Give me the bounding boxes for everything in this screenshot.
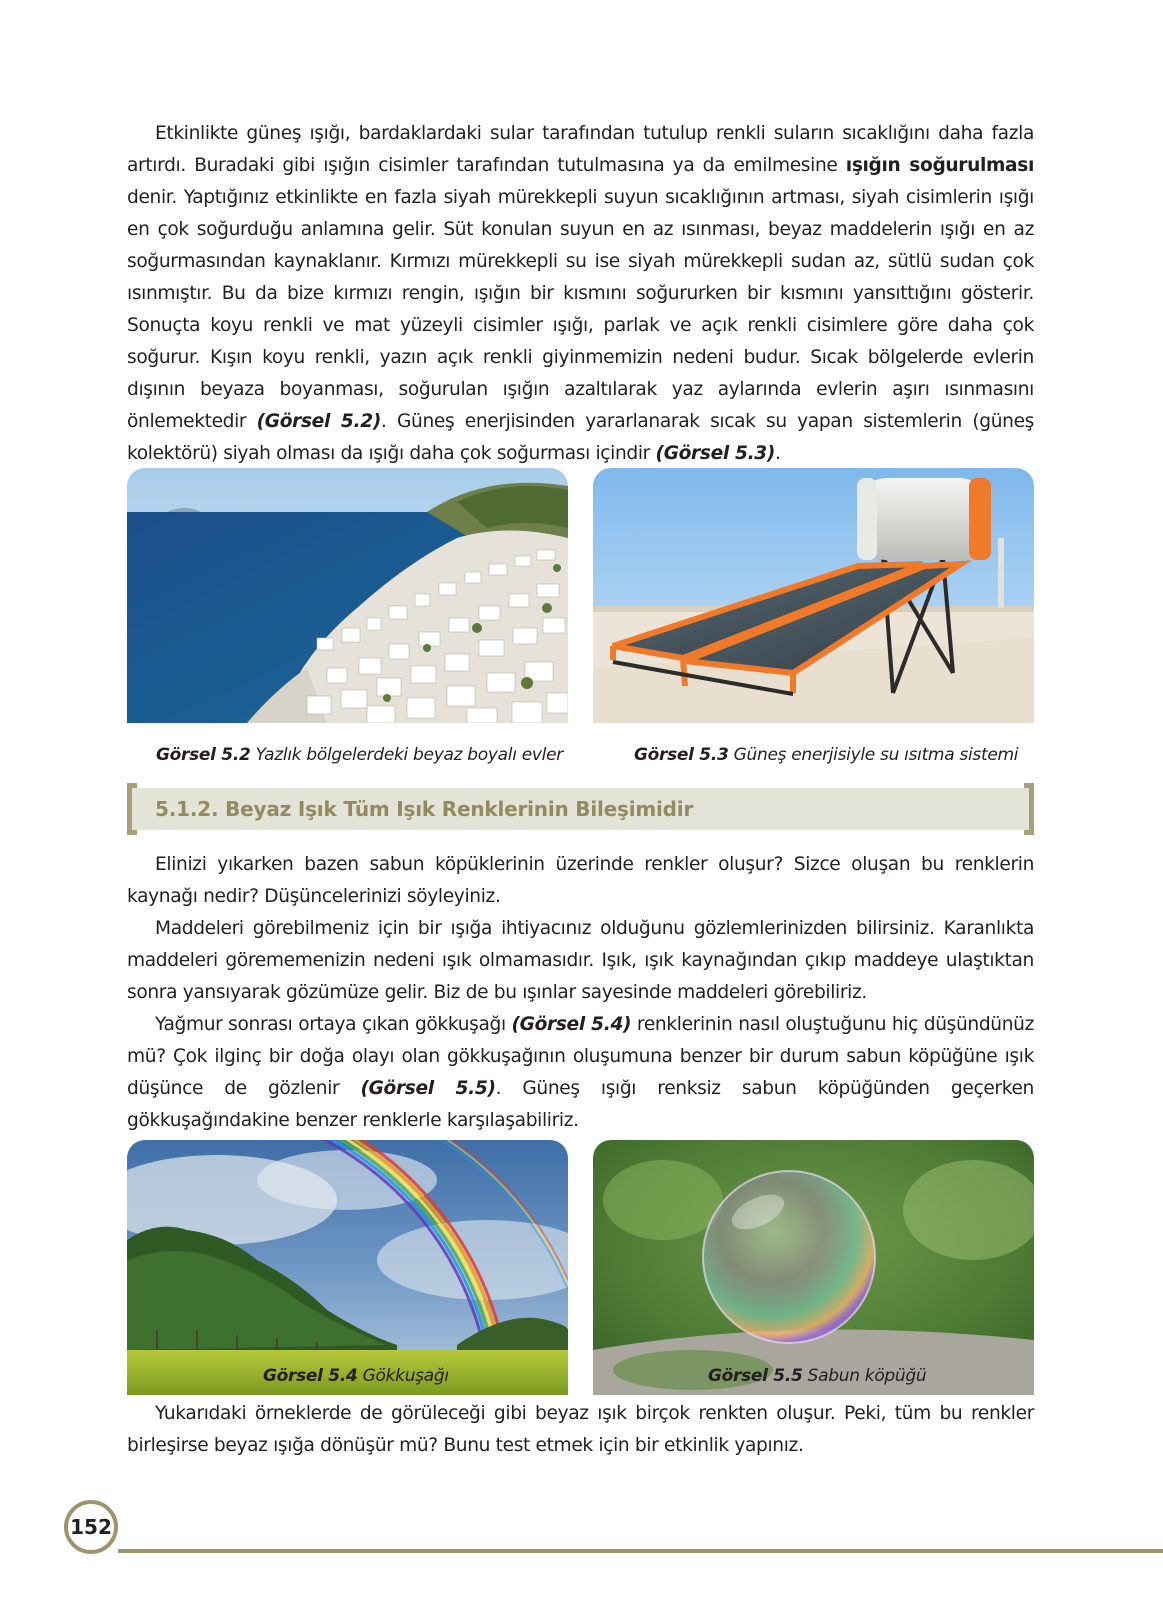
caption-label: Görsel 5.2 (156, 745, 251, 765)
photo-rainbow (127, 1140, 568, 1395)
paragraph-soap-bubble-question: Elinizi yıkarken bazen sabun köpüklerinin üzerinde renkler oluşur? Sizce oluşan bu renklerin kaynağı nedir? Düşüncelerinizi söyleyiniz. (127, 854, 1034, 907)
paragraph-1-text-c: . Güneş enerjisinden yararlanarak sıcak su yapan sistemlerin (güneş kolektörü) siyah olması da ışığı daha çok soğurması içindir (127, 411, 1035, 464)
caption-figure-5-2 (156, 744, 563, 766)
paragraph-white-light (127, 1398, 1034, 1462)
caption-label: Görsel 5.5 (708, 1366, 803, 1386)
photo-soap-bubble (593, 1140, 1034, 1395)
figure-reference-5-4: (Görsel 5.4) (511, 1014, 632, 1035)
section-body (127, 849, 1034, 1137)
caption-figure-5-4 (263, 1365, 449, 1387)
caption-figure-5-3 (634, 744, 1018, 766)
section-title: 5.1.2. Beyaz Işık Tüm Işık Renklerinin Bileşimidir (155, 797, 694, 821)
paragraph-absorption (127, 118, 1034, 470)
paragraph-rainbow (127, 1009, 1034, 1137)
figure-reference-5-2: (Görsel 5.2) (256, 411, 381, 432)
key-term-absorption: ışığın soğurulması (845, 155, 1034, 176)
caption-label: Görsel 5.4 (263, 1366, 358, 1386)
photo-white-houses (127, 468, 568, 723)
paragraph-4-text-b: renklerinin nasıl oluştuğunu hiç düşündünüz mü? Çok ilginç bir doğa olayı olan gökkuşağının oluşumuna benzer bir durum sabun köpüğüne ışık düşünce de gözlenir (127, 1014, 1034, 1099)
section-heading (127, 783, 1034, 835)
caption-text: Gökkuşağı (357, 1366, 449, 1386)
paragraph-4-text-a: Yağmur sonrası ortaya çıkan gökkuşağı (155, 1014, 512, 1035)
paragraph-5-text: Yukarıdaki örneklerde de görüleceği gibi beyaz ışık birçok renkten oluşur. Peki, tüm bu renkler birleşirse beyaz ışığa dönüşür mü? Bunu test etmek için bir etkinlik yapınız. (127, 1403, 1034, 1456)
caption-label: Görsel 5.3 (634, 745, 729, 765)
paragraph-4-text-c: . Güneş ışığı renksiz sabun köpüğünden geçerken gökkuşağındakine benzer renklerle karşılaşabiliriz. (127, 1078, 1034, 1131)
paragraph-seeing-objects: Maddeleri görebilmeniz için bir ışığa ihtiyacınız olduğunu gözlemlerinizden bilirsiniz. Karanlıkta maddeleri görememenizin nedeni ışık olmamasıdır. Işık, ışık kaynağından çıkıp maddeye ulaştıktan sonra yansıyarak gözümüze gelir. Biz de bu ışınlar sayesinde maddeleri görebiliriz. (127, 918, 1034, 1003)
caption-text: Sabun köpüğü (802, 1366, 927, 1386)
footer-rule (118, 1549, 1163, 1553)
bracket-right (1024, 783, 1034, 835)
paragraph-1-text-a: Etkinlikte güneş ışığı, bardaklardaki sular tarafından tutulup renkli suların sıcaklığını daha fazla artırdı. Buradaki gibi ışığın cisimler tarafından tutulmasına ya da emilmesine (127, 123, 1034, 176)
bracket-left (127, 783, 137, 835)
caption-figure-5-5 (708, 1365, 926, 1387)
figure-reference-5-3: (Görsel 5.3) (655, 443, 776, 464)
figure-reference-5-5: (Görsel 5.5) (360, 1078, 496, 1099)
page-number: 152 (64, 1500, 118, 1554)
paragraph-1-text-d: . (775, 443, 781, 464)
paragraph-1-text-b: denir. Yaptığınız etkinlikte en fazla siyah mürekkepli suyun sıcaklığının artması, siyah cisimlerin ışığı en çok soğurduğu anlamına gelir. Süt konulan suyun en az ısınması, beyaz maddelerin ışığı en az soğurmasından kaynaklanır. Kırmızı mürekkepli su ise siyah mürekkepli sudan az, sütlü sudan çok ısınmıştır. Bu da bize kırmızı rengin, ışığın bir kısmını soğururken bir kısmını yansıttığını gösterir. Sonuçta koyu renkli ve mat yüzeyli cisimler ışığı, parlak ve açık renkli cisimlere göre daha çok soğurur. Kışın koyu renkli, yazın açık renkli giyinmemizin nedeni budur. Sıcak bölgelerde evlerin dışının beyaza boyanması, soğurulan ışığın azaltılarak yaz aylarında evlerin aşırı ısınmasını önlemektedir (127, 187, 1034, 432)
caption-text: Güneş enerjisiyle su ısıtma sistemi (728, 745, 1019, 765)
caption-text: Yazlık bölgelerdeki beyaz boyalı evler (250, 745, 563, 765)
photo-solar-water-heater (593, 468, 1034, 723)
